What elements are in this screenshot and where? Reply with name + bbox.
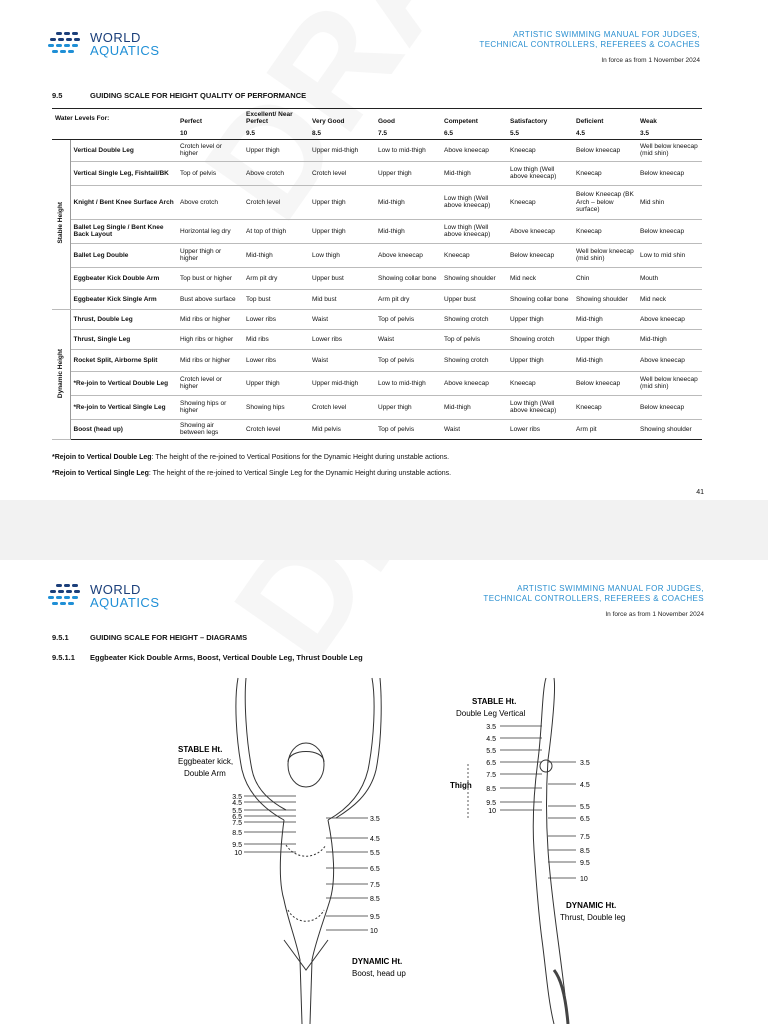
- scale-label: 7.5: [232, 820, 242, 827]
- scale-label: 7.5: [370, 882, 380, 889]
- table-cell: Waist: [375, 329, 441, 349]
- table-cell: Mid neck: [637, 289, 702, 309]
- table-cell: Showing air between legs: [177, 419, 243, 439]
- row-label: Thrust, Double Leg: [70, 309, 177, 329]
- column-score: 3.5: [637, 128, 702, 140]
- table-cell: Waist: [309, 349, 375, 371]
- table-cell: Below kneecap: [637, 395, 702, 419]
- table-row: [52, 371, 702, 395]
- table-cell: At top of thigh: [243, 219, 309, 243]
- table-cell: Showing shoulder: [441, 267, 507, 289]
- sub-subsection-heading: [52, 653, 363, 662]
- row-label: Eggbeater Kick Double Arm: [70, 267, 177, 289]
- table-cell: Above kneecap: [441, 139, 507, 161]
- table-cell: Above crotch: [243, 161, 309, 185]
- table-cell: Mid-thigh: [441, 395, 507, 419]
- table-cell: Mid shin: [637, 185, 702, 219]
- logo-line-1: WORLD: [90, 30, 141, 45]
- logo-line-1-p2: WORLD: [90, 582, 141, 597]
- table-cell: Mid-thigh: [573, 309, 637, 329]
- manual-header: [479, 30, 700, 66]
- table-cell: Upper thigh: [507, 349, 573, 371]
- left-upper-scale: [232, 794, 296, 857]
- table-cell: Lower ribs: [243, 349, 309, 371]
- world-aquatics-logo: [48, 30, 160, 58]
- scale-label: 4.5: [232, 800, 242, 807]
- table-cell: Above kneecap: [637, 309, 702, 329]
- table-cell: Mid ribs: [243, 329, 309, 349]
- footnote-single-leg: [52, 470, 451, 477]
- scale-label: 6.5: [486, 760, 496, 767]
- manual-title-line-2: TECHNICAL CONTROLLERS, REFEREES & COACHES: [479, 40, 700, 49]
- table-cell: Kneecap: [441, 243, 507, 267]
- table-row: [52, 329, 702, 349]
- logo-line-2-p2: AQUATICS: [90, 595, 160, 610]
- table-cell: Chin: [573, 267, 637, 289]
- table-cell: Showing crotch: [441, 349, 507, 371]
- table-cell: Mid bust: [309, 289, 375, 309]
- table-cell: Well below kneecap (mid shin): [573, 243, 637, 267]
- scale-label: 10: [580, 876, 588, 883]
- thigh-label: Thigh: [450, 781, 472, 790]
- group-label: Stable Height: [57, 202, 65, 245]
- column-score: 4.5: [573, 128, 637, 140]
- scale-label: 3.5: [232, 794, 242, 801]
- table-cell: Top of pelvis: [375, 309, 441, 329]
- table-cell: Crotch level: [309, 395, 375, 419]
- table-cell: Mid ribs or higher: [177, 309, 243, 329]
- table-cell: Above kneecap: [441, 371, 507, 395]
- row-label: Vertical Double Leg: [70, 139, 177, 161]
- table-cell: Bust above surface: [177, 289, 243, 309]
- table-cell: Mid ribs or higher: [177, 349, 243, 371]
- left-dynamic-title: DYNAMIC Ht.: [352, 957, 403, 966]
- table-cell: Kneecap: [573, 395, 637, 419]
- page-number: 41: [696, 489, 704, 496]
- scale-label: 4.5: [580, 782, 590, 789]
- table-cell: Below kneecap: [573, 371, 637, 395]
- height-diagram: [176, 670, 636, 1024]
- group-label-cell: [52, 139, 70, 309]
- table-cell: Arm pit dry: [375, 289, 441, 309]
- table-cell: Upper thigh: [309, 219, 375, 243]
- table-cell: Upper bust: [441, 289, 507, 309]
- group-label: Dynamic Height: [57, 348, 65, 398]
- column-header: Deficient: [573, 109, 637, 128]
- scale-label: 6.5: [580, 816, 590, 823]
- subsection-heading: [52, 633, 247, 642]
- header-spacer: [52, 128, 177, 140]
- table-cell: Showing crotch: [441, 309, 507, 329]
- table-cell: Below kneecap: [573, 139, 637, 161]
- left-stable-sub2: Double Arm: [184, 769, 226, 778]
- column-header: Good: [375, 109, 441, 128]
- table-cell: Low thigh (Well above kneecap): [507, 161, 573, 185]
- table-row: [52, 139, 702, 161]
- section-heading: [52, 91, 306, 100]
- table-cell: Showing collar bone: [375, 267, 441, 289]
- footnote-single-leg-text: : The height of the re-joined to Vertical Single Leg for the Dynamic Height during unstable actions.: [148, 470, 452, 477]
- sub-subsection-title: Eggbeater Kick Double Arms, Boost, Vertical Double Leg, Thrust Double Leg: [90, 653, 363, 662]
- page-41: [0, 0, 768, 500]
- table-cell: Mid-thigh: [375, 185, 441, 219]
- sub-subsection-number: 9.5.1.1: [52, 653, 75, 662]
- table-cell: Crotch level or higher: [177, 371, 243, 395]
- table-cell: Below kneecap: [637, 219, 702, 243]
- table-cell: Upper thigh: [243, 371, 309, 395]
- table-cell: Low to mid-thigh: [375, 139, 441, 161]
- table-cell: Waist: [309, 309, 375, 329]
- manual-title-line-2-p2: TECHNICAL CONTROLLERS, REFEREES & COACHES: [483, 594, 704, 603]
- scale-label: 4.5: [486, 736, 496, 743]
- table-row: [52, 161, 702, 185]
- row-label: Eggbeater Kick Single Arm: [70, 289, 177, 309]
- table-cell: Mid-thigh: [375, 219, 441, 243]
- vertical-legs-figure: [533, 678, 568, 1024]
- table-row: [52, 185, 702, 219]
- row-label: Boost (head up): [70, 419, 177, 439]
- column-header: Very Good: [309, 109, 375, 128]
- scale-label: 8.5: [370, 896, 380, 903]
- table-cell: Showing crotch: [507, 329, 573, 349]
- footnote-double-leg-text: : The height of the re-joined to Vertical Positions for the Dynamic Height during unstable actions.: [151, 454, 450, 461]
- height-scale-table: [52, 108, 702, 440]
- column-score: 8.5: [309, 128, 375, 140]
- table-cell: Crotch level: [243, 419, 309, 439]
- table-cell: Kneecap: [507, 185, 573, 219]
- right-stable-sub: Double Leg Vertical: [456, 709, 526, 718]
- subsection-title: GUIDING SCALE FOR HEIGHT – DIAGRAMS: [90, 633, 248, 642]
- table-cell: Low to mid-thigh: [375, 371, 441, 395]
- table-cell: Lower ribs: [243, 309, 309, 329]
- group-label-cell: [52, 309, 70, 439]
- subsection-number: 9.5.1: [52, 633, 69, 642]
- table-cell: Crotch level or higher: [177, 139, 243, 161]
- table-cell: Top of pelvis: [375, 419, 441, 439]
- section-title: GUIDING SCALE FOR HEIGHT QUALITY OF PERFORMANCE: [90, 91, 307, 100]
- table-cell: Mid-thigh: [637, 329, 702, 349]
- table-cell: Upper mid-thigh: [309, 139, 375, 161]
- table-cell: Horizontal leg dry: [177, 219, 243, 243]
- table-cell: Low to mid shin: [637, 243, 702, 267]
- table-row: [52, 419, 702, 439]
- right-stable-title: STABLE Ht.: [472, 697, 517, 706]
- column-header: Perfect: [177, 109, 243, 128]
- table-cell: Showing hips or higher: [177, 395, 243, 419]
- world-aquatics-logo-2: [48, 582, 160, 610]
- table-cell: Waist: [441, 419, 507, 439]
- logo-line-2: AQUATICS: [90, 43, 160, 58]
- row-label: Rocket Split, Airborne Split: [70, 349, 177, 371]
- scale-label: 3.5: [580, 760, 590, 767]
- page-gap: [0, 500, 768, 560]
- table-cell: Lower ribs: [309, 329, 375, 349]
- table-row: [52, 289, 702, 309]
- table-cell: Mid neck: [507, 267, 573, 289]
- column-header: Competent: [441, 109, 507, 128]
- row-label: Vertical Single Leg, Fishtail/BK: [70, 161, 177, 185]
- table-cell: Low thigh (Well above kneecap): [441, 219, 507, 243]
- table-cell: Top bust or higher: [177, 267, 243, 289]
- table-cell: Mid-thigh: [441, 161, 507, 185]
- column-score: 5.5: [507, 128, 573, 140]
- column-score: 10: [177, 128, 243, 140]
- scale-label: 6.5: [370, 866, 380, 873]
- scale-label: 7.5: [486, 772, 496, 779]
- column-header: Satisfactory: [507, 109, 573, 128]
- world-aquatics-logo-icon-2: [48, 582, 82, 610]
- world-aquatics-logo-icon: [48, 30, 82, 58]
- table-cell: Kneecap: [573, 161, 637, 185]
- table-cell: Top of pelvis: [441, 329, 507, 349]
- table-row: [52, 309, 702, 329]
- table-cell: Mid-thigh: [243, 243, 309, 267]
- left-stable-sub1: Eggbeater kick,: [178, 757, 234, 766]
- scale-label: 3.5: [486, 724, 496, 731]
- table-cell: Lower ribs: [507, 419, 573, 439]
- right-lower-scale: [548, 760, 590, 883]
- scale-label: 10: [488, 808, 496, 815]
- table-cell: Below Kneecap (BK Arch – below surface): [573, 185, 637, 219]
- table-cell: Above kneecap: [507, 219, 573, 243]
- right-dynamic-title: DYNAMIC Ht.: [566, 901, 617, 910]
- right-dynamic-sub: Thrust, Double leg: [560, 913, 626, 922]
- table-cell: Low thigh (Well above kneecap): [507, 395, 573, 419]
- page-42: [0, 560, 768, 1024]
- scale-label: 5.5: [370, 850, 380, 857]
- table-cell: Upper mid-thigh: [309, 371, 375, 395]
- column-header: Weak: [637, 109, 702, 128]
- table-cell: High ribs or higher: [177, 329, 243, 349]
- water-levels-header: Water Levels For:: [52, 109, 177, 128]
- table-cell: Upper thigh: [375, 395, 441, 419]
- scale-label: 3.5: [370, 816, 380, 823]
- table-cell: Above crotch: [177, 185, 243, 219]
- table-cell: Upper bust: [309, 267, 375, 289]
- table-cell: Top of pelvis: [177, 161, 243, 185]
- scale-label: 5.5: [232, 808, 242, 815]
- table-cell: Top bust: [243, 289, 309, 309]
- manual-title-line-1: ARTISTIC SWIMMING MANUAL FOR JUDGES,: [513, 30, 700, 39]
- table-cell: Upper thigh or higher: [177, 243, 243, 267]
- table-cell: Kneecap: [507, 139, 573, 161]
- table-row: [52, 395, 702, 419]
- table-cell: Above kneecap: [637, 349, 702, 371]
- section-number: 9.5: [52, 91, 63, 100]
- table-cell: Crotch level: [243, 185, 309, 219]
- table-cell: Kneecap: [573, 219, 637, 243]
- table-row: [52, 267, 702, 289]
- scale-label: 6.5: [232, 814, 242, 821]
- scale-label: 8.5: [232, 830, 242, 837]
- row-label: *Re-join to Vertical Double Leg: [70, 371, 177, 395]
- scale-label: 9.5: [232, 842, 242, 849]
- table-cell: Upper thigh: [507, 309, 573, 329]
- table-cell: Mouth: [637, 267, 702, 289]
- scale-label: 9.5: [486, 800, 496, 807]
- table-cell: Below kneecap: [637, 161, 702, 185]
- row-label: Thrust, Single Leg: [70, 329, 177, 349]
- left-stable-title: STABLE Ht.: [178, 745, 223, 754]
- table-row: [52, 349, 702, 371]
- table-cell: Upper thigh: [309, 185, 375, 219]
- scale-label: 5.5: [486, 748, 496, 755]
- footnote-double-leg-term: *Rejoin to Vertical Double Leg: [52, 454, 152, 461]
- row-label: *Re-join to Vertical Single Leg: [70, 395, 177, 419]
- footnote-single-leg-term: *Rejoin to Vertical Single Leg: [52, 470, 149, 477]
- left-dynamic-sub: Boost, head up: [352, 969, 406, 978]
- table-cell: Arm pit dry: [243, 267, 309, 289]
- table-cell: Crotch level: [309, 161, 375, 185]
- table-cell: Showing hips: [243, 395, 309, 419]
- scale-label: 7.5: [580, 834, 590, 841]
- table-cell: Above kneecap: [375, 243, 441, 267]
- table-cell: Showing shoulder: [637, 419, 702, 439]
- column-header: Excellent/ Near Perfect: [243, 109, 309, 128]
- table-cell: Low thigh (Well above kneecap): [441, 185, 507, 219]
- row-label: Ballet Leg Double: [70, 243, 177, 267]
- footnote-double-leg: [52, 454, 449, 461]
- in-force-date: In force as from 1 November 2024: [601, 57, 700, 64]
- column-score: 6.5: [441, 128, 507, 140]
- in-force-date-p2: In force as from 1 November 2024: [605, 611, 704, 618]
- scale-label: 9.5: [370, 914, 380, 921]
- column-score: 9.5: [243, 128, 309, 140]
- scale-label: 8.5: [580, 848, 590, 855]
- scale-label: 8.5: [486, 786, 496, 793]
- scale-label: 4.5: [370, 836, 380, 843]
- scale-label: 5.5: [580, 804, 590, 811]
- table-cell: Upper thigh: [375, 161, 441, 185]
- scale-label: 10: [370, 928, 378, 935]
- table-cell: Kneecap: [507, 371, 573, 395]
- table-cell: Mid-thigh: [573, 349, 637, 371]
- table-cell: Mid pelvis: [309, 419, 375, 439]
- column-score: 7.5: [375, 128, 441, 140]
- table-cell: Upper thigh: [573, 329, 637, 349]
- table-cell: Arm pit: [573, 419, 637, 439]
- table-cell: Well below kneecap (mid shin): [637, 139, 702, 161]
- scale-label: 10: [234, 850, 242, 857]
- table-cell: Showing collar bone: [507, 289, 573, 309]
- table-cell: Top of pelvis: [375, 349, 441, 371]
- table-row: [52, 243, 702, 267]
- table-cell: Low thigh: [309, 243, 375, 267]
- table-cell: Showing shoulder: [573, 289, 637, 309]
- manual-header-2: [483, 584, 704, 620]
- scale-label: 9.5: [580, 860, 590, 867]
- manual-title-line-1-p2: ARTISTIC SWIMMING MANUAL FOR JUDGES,: [517, 584, 704, 593]
- table-cell: Below kneecap: [507, 243, 573, 267]
- row-label: Knight / Bent Knee Surface Arch: [70, 185, 177, 219]
- table-row: [52, 219, 702, 243]
- row-label: Ballet Leg Single / Bent Knee Back Layout: [70, 219, 177, 243]
- table-cell: Upper thigh: [243, 139, 309, 161]
- table-cell: Well below kneecap (mid shin): [637, 371, 702, 395]
